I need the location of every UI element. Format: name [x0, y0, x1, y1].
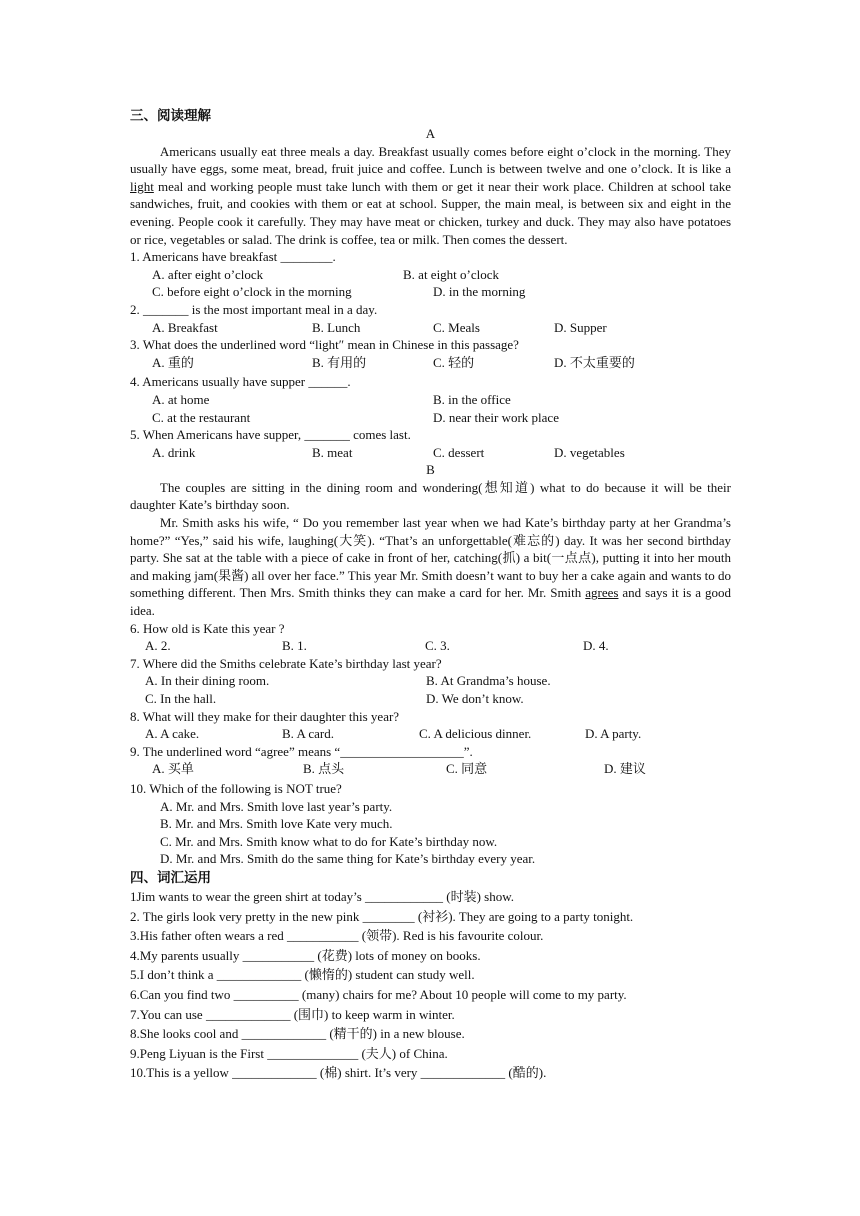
- q2-option-a: A. Breakfast: [152, 319, 218, 335]
- vocab-item-5: 5.I don’t think a _____________ (懒惰的) student can study well.: [130, 967, 475, 983]
- question-5-stem: 5. When Americans have supper, _______ comes last.: [130, 427, 411, 443]
- question-3-stem: 3. What does the underlined word “light″ mean in Chinese in this passage?: [130, 337, 519, 353]
- q1-option-b: B. at eight o’clock: [403, 266, 500, 282]
- passage-a-label: A: [425, 126, 436, 141]
- q2-option-b: B. Lunch: [312, 319, 361, 335]
- q2-option-c: C. Meals: [433, 319, 480, 335]
- question-1-options-row1: [130, 266, 731, 284]
- question-1-options-row2: [130, 283, 731, 301]
- q3-option-c: C. 轻的: [433, 354, 475, 370]
- question-7-options-row1: [130, 672, 731, 690]
- question-7-options-row2: [130, 690, 731, 708]
- q5-option-c: C. dessert: [433, 444, 485, 460]
- q4-option-d: D. near their work place: [433, 409, 559, 425]
- question-5-options: [130, 444, 731, 462]
- question-2-stem: 2. _______ is the most important meal in a day.: [130, 301, 378, 317]
- q6-option-b: B. 1.: [282, 638, 307, 654]
- question-1-stem: 1. Americans have breakfast ________.: [130, 249, 336, 265]
- q1-option-a: A. after eight o’clock: [152, 266, 264, 282]
- passage-b-para-2-text-2: and says it is a good idea.: [130, 585, 731, 619]
- q10-option-d: D. Mr. and Mrs. Smith do the same thing for Kate’s birthday every year.: [160, 851, 536, 867]
- question-8-stem: 8. What will they make for their daughter this year?: [130, 708, 400, 724]
- vocab-item-10: 10.This is a yellow _____________ (棉) shirt. It’s very _____________ (酷的).: [130, 1065, 547, 1081]
- q6-option-a: A. 2.: [145, 638, 171, 654]
- q6-option-c: C. 3.: [425, 638, 450, 654]
- question-4-options-row1: [130, 391, 731, 409]
- q1-option-c: C. before eight o’clock in the morning: [152, 284, 352, 300]
- q9-option-a: A. 买单: [152, 761, 194, 777]
- vocab-item-6: 6.Can you find two __________ (many) chairs for me? About 10 people will come to my party.: [130, 986, 627, 1002]
- section-3-title: 三、阅读理解: [130, 108, 211, 123]
- passage-b-para-1: The couples are sitting in the dining room and wondering(想知道) what to do because it will be their daughter Kate’s birthday soon.: [130, 479, 731, 513]
- vocab-item-3: 3.His father often wears a red ___________ (领带). Red is his favourite colour.: [130, 928, 544, 944]
- passage-a-text-1: Americans usually eat three meals a day. Breakfast usually comes before eight o’clock in the morning. They usually have eggs, some meat, bread, fruit juice and coffee. Lunch is between twelve and one o’clock. It is like a: [130, 143, 731, 177]
- question-3-options: [130, 354, 731, 372]
- q7-option-a: A. In their dining room.: [145, 673, 270, 689]
- q4-option-c: C. at the restaurant: [152, 409, 251, 425]
- vocab-item-2: 2. The girls look very pretty in the new pink ________ (衬衫). They are going to a party tonight.: [130, 908, 634, 924]
- question-2-options: [130, 319, 731, 337]
- vocab-item-4: 4.My parents usually ___________ (花费) lots of money on books.: [130, 947, 481, 963]
- question-6-options: [130, 637, 731, 655]
- q4-option-a: A. at home: [152, 391, 210, 407]
- question-4-stem: 4. Americans usually have supper ______.: [130, 374, 351, 390]
- q10-option-c: C. Mr. and Mrs. Smith know what to do for Kate’s birthday now.: [160, 833, 498, 849]
- q9-option-c: C. 同意: [446, 761, 488, 777]
- q5-option-b: B. meat: [312, 444, 353, 460]
- q8-option-c: C. A delicious dinner.: [419, 726, 532, 742]
- q9-option-d: D. 建议: [604, 761, 646, 777]
- vocab-item-8: 8.She looks cool and _____________ (精干的) in a new blouse.: [130, 1026, 465, 1042]
- question-8-options: [130, 725, 731, 743]
- q9-option-b: B. 点头: [303, 761, 345, 777]
- section-4-title: 四、词汇运用: [130, 869, 211, 885]
- vocabulary-list: [130, 887, 731, 1083]
- q5-option-d: D. vegetables: [554, 444, 625, 460]
- q4-option-b: B. in the office: [433, 391, 511, 407]
- q8-option-b: B. A card.: [282, 726, 334, 742]
- question-9-options: [130, 760, 731, 778]
- q3-option-a: A. 重的: [152, 354, 194, 370]
- q10-option-b: B. Mr. and Mrs. Smith love Kate very much.: [160, 816, 393, 832]
- q7-option-c: C. In the hall.: [145, 691, 217, 706]
- worksheet-page: [130, 106, 731, 1083]
- q8-option-a: A. A cake.: [145, 726, 200, 742]
- question-10-stem: 10. Which of the following is NOT true?: [130, 780, 342, 796]
- q3-option-b: B. 有用的: [312, 354, 367, 370]
- vocab-item-9: 9.Peng Liyuan is the First ______________ (夫人) of China.: [130, 1045, 448, 1061]
- underlined-word-light: light: [130, 178, 154, 194]
- q7-option-b: B. At Grandma’s house.: [426, 673, 551, 689]
- question-9-stem: 9. The underlined word “agree” means “___________________”.: [130, 743, 473, 759]
- q1-option-d: D. in the morning: [433, 284, 526, 300]
- question-7-stem: 7. Where did the Smiths celebrate Kate’s birthday last year?: [130, 655, 442, 671]
- vocab-item-1: 1Jim wants to wear the green shirt at today’s ____________ (时装) show.: [130, 888, 515, 904]
- passage-a-text: [130, 143, 731, 249]
- q7-option-d: D. We don’t know.: [426, 691, 524, 706]
- q6-option-d: D. 4.: [583, 638, 609, 654]
- passage-b-para-2-text-1: Mr. Smith asks his wife, “ Do you remember last year when we had Kate’s birthday party at her Grandma’s home?” “Yes,” said his wife, laughing(大笑). “That’s an unforgettable(难忘的) day. It was her second birthday party. She sat at the table with a piece of cake in front of her, catching(抓) a bit(一点点), putting it into her mouth and making jam(果酱) all over her face.” This year Mr. Smith doesn’t want to buy her a cake again and wants to do something different. Then Mrs. Smith thinks they can make a card for her. Mr. Smith: [130, 515, 731, 601]
- passage-b-label: B: [426, 462, 435, 478]
- q2-option-d: D. Supper: [554, 319, 607, 335]
- q3-option-d: D. 不太重要的: [554, 354, 635, 370]
- question-4-options-row2: [130, 409, 731, 427]
- q8-option-d: D. A party.: [585, 726, 642, 742]
- underlined-word-agrees: agrees: [585, 585, 619, 601]
- question-6-stem: 6. How old is Kate this year ?: [130, 620, 285, 636]
- passage-a-text-2: meal and working people must take lunch with them or get it near their work place. Children at school take sandwiches, fruit, and cookies with them or eat at school. Supper, the main meal, is between six and eight in the evening. People cook it carefully. They may have meat or chicken, turkey and duck. They may also have potatoes or rice, vegetables or salad. The drink is coffee, tea or milk. Then comes the dessert.: [130, 178, 731, 247]
- q5-option-a: A. drink: [152, 444, 196, 460]
- passage-b-para-2: [130, 514, 731, 620]
- q10-option-a: A. Mr. and Mrs. Smith love last year’s party.: [160, 798, 393, 814]
- vocab-item-7: 7.You can use _____________ (围巾) to keep warm in winter.: [130, 1006, 455, 1022]
